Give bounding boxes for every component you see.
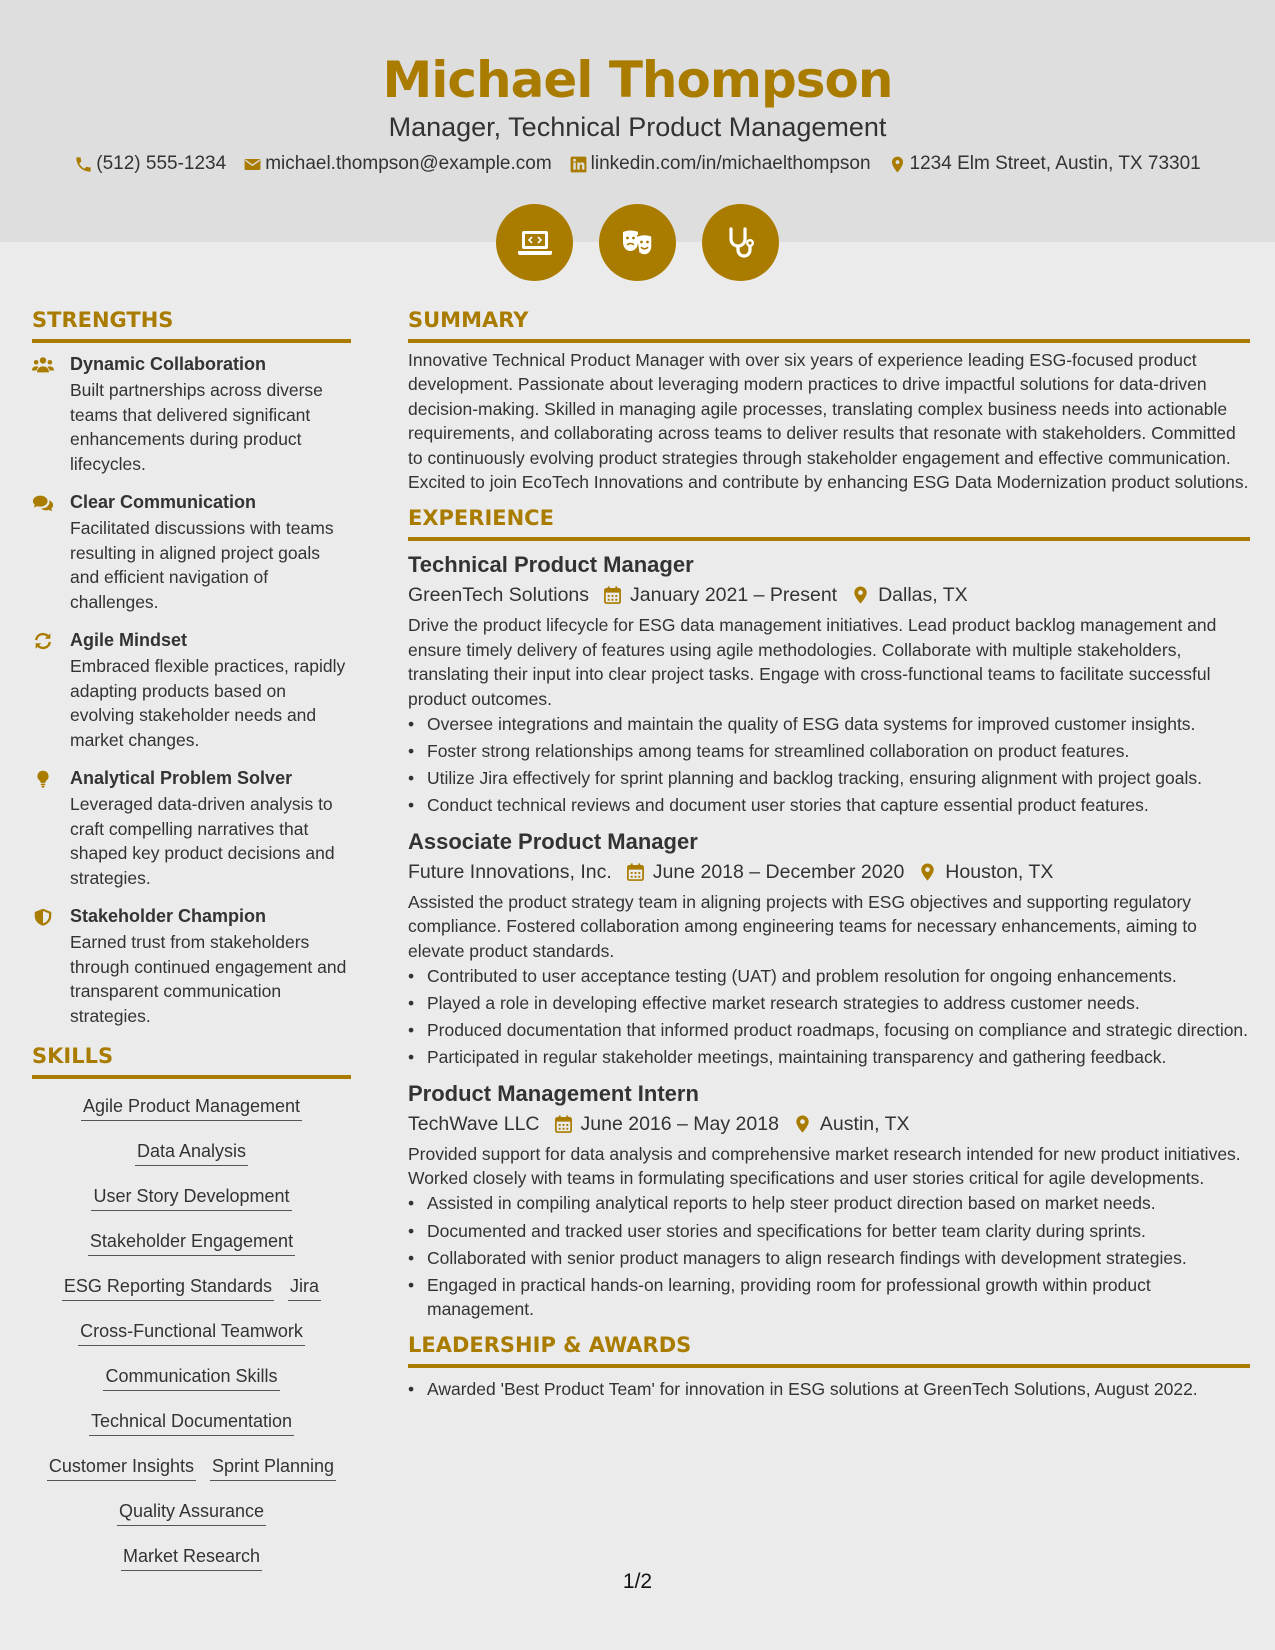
job-meta xyxy=(408,580,1250,610)
skill-tag: Data Analysis xyxy=(135,1139,248,1166)
job-bullet: • Contributed to user acceptance testing (UAT) and problem resolution for ongoing enhancements. xyxy=(408,964,1250,988)
skill-tag: Agile Product Management xyxy=(81,1094,302,1121)
laptop-code-icon xyxy=(515,223,555,263)
job-description: Drive the product lifecycle for ESG data management initiatives. Lead product backlog management and ensure timely delivery of features using agile methodologies. Collaborate with multiple stakeholders, translating their input into clear project tasks. Engage with cross-functional teams to facilitate successful product outcomes. xyxy=(408,615,1217,709)
calendar-icon xyxy=(554,1114,573,1134)
candidate-name: Michael Thompson xyxy=(382,51,893,109)
job-bullet: • Produced documentation that informed product roadmaps, focusing on compliance and strategic direction. xyxy=(408,1018,1250,1042)
skill-tag: Technical Documentation xyxy=(89,1409,294,1436)
strengths-heading: STRENGTHS xyxy=(32,306,351,343)
job-bullet: • Oversee integrations and maintain the quality of ESG data systems for improved customer insights. xyxy=(408,712,1250,736)
sync-icon xyxy=(32,631,54,651)
job-dates: June 2016 – May 2018 xyxy=(580,1112,779,1135)
leadership-bullets xyxy=(408,1377,1250,1401)
skill-tag: Communication Skills xyxy=(103,1364,279,1391)
job-bullet: • Participated in regular stakeholder meetings, maintaining transparency and gathering feedback. xyxy=(408,1045,1250,1069)
job-bullet: • Documented and tracked user stories and specifications for better team clarity during sprints. xyxy=(408,1219,1250,1243)
summary-heading: SUMMARY xyxy=(408,306,1250,343)
contact-phone xyxy=(74,151,226,177)
job-description: Provided support for data analysis and comprehensive market research intended for new product initiatives. Worked closely with teams in formulating specifications and user stories critical for agile developments. xyxy=(408,1143,1241,1189)
job-bullet: • Foster strong relationships among teams for streamlined collaboration on product features. xyxy=(408,739,1250,763)
job-title: Technical Product Manager xyxy=(408,552,694,578)
job-description: Assisted the product strategy team in aligning projects with ESG objectives and supporting regulatory compliance. Fostered collaboration among engineering teams for necessary enhancements, aiming to elevate product standards. xyxy=(408,891,1197,961)
strength-text: Embraced flexible practices, rapidly adapting products based on evolving stakeholder needs and market changes. xyxy=(70,656,346,750)
candidate-title: Manager, Technical Product Management xyxy=(388,112,887,142)
strength-text: Facilitated discussions with teams resulting in aligned project goals and efficient navigation of challenges. xyxy=(70,518,334,612)
lightbulb-icon xyxy=(32,769,54,789)
strength-item xyxy=(32,628,351,752)
job-bullet: • Engaged in practical hands-on learning, providing room for professional growth within product management. xyxy=(408,1273,1250,1322)
strength-title: Analytical Problem Solver xyxy=(70,768,293,788)
strength-title: Agile Mindset xyxy=(70,630,188,650)
skill-tag: Market Research xyxy=(121,1544,262,1571)
strength-text: Earned trust from stakeholders through continued engagement and transparent communication strategies. xyxy=(70,932,347,1026)
job-location: Houston, TX xyxy=(945,860,1054,883)
strength-text: Built partnerships across diverse teams that delivered significant enhancements during product lifecycles. xyxy=(70,380,323,474)
page-number: 1/2 xyxy=(622,1570,653,1593)
linkedin-icon xyxy=(569,155,588,174)
skill-tag: Jira xyxy=(288,1274,321,1301)
job-bullet: • Assisted in compiling analytical reports to help steer product direction based on market needs. xyxy=(408,1191,1250,1215)
job-meta xyxy=(408,1109,1250,1139)
job-location: Dallas, TX xyxy=(878,584,968,607)
calendar-icon xyxy=(603,585,622,605)
left-column xyxy=(32,306,351,1583)
strength-item xyxy=(32,490,351,614)
skill-tag: Customer Insights xyxy=(47,1454,196,1481)
phone-icon xyxy=(74,155,93,174)
contact-phone-text: (512) 555-1234 xyxy=(96,153,227,174)
contact-address-text: 1234 Elm Street, Austin, TX 73301 xyxy=(909,153,1201,174)
contact-linkedin[interactable] xyxy=(569,151,871,177)
map-pin-icon xyxy=(851,585,870,605)
strength-item xyxy=(32,904,351,1028)
calendar-icon xyxy=(626,862,645,882)
contact-email[interactable] xyxy=(243,151,551,177)
users-icon xyxy=(32,355,54,375)
strength-item xyxy=(32,352,351,476)
skills-list xyxy=(32,1088,351,1583)
job-dates: January 2021 – Present xyxy=(630,584,838,607)
summary-text: Innovative Technical Product Manager with over six years of experience leading ESG-focused product development. Passionate about leveraging modern practices to drive impactful solutions for data-driven decision-making. Skilled in managing agile processes, translating complex business needs into actionable requirements, and collaborating across teams to deliver results that resonate with stakeholders. Committed to continuously evolving product strategies through stakeholder engagement and effective communication. Excited to join EcoTech Innovations and contribute by enhancing ESG Data Modernization product solutions. xyxy=(408,350,1249,493)
badge-laptop xyxy=(496,204,573,281)
job-title: Product Management Intern xyxy=(408,1080,699,1106)
badge-masks xyxy=(599,204,676,281)
job-company: TechWave LLC xyxy=(408,1112,540,1135)
job-location: Austin, TX xyxy=(819,1112,910,1135)
icon-badges xyxy=(0,204,1275,281)
job-bullets xyxy=(408,712,1250,818)
job-entry xyxy=(408,827,1250,1070)
job-company: Future Innovations, Inc. xyxy=(408,860,612,883)
contact-email-text[interactable]: michael.thompson@example.com xyxy=(265,153,552,174)
job-bullet: • Conduct technical reviews and document user stories that capture essential product features. xyxy=(408,793,1250,817)
right-column xyxy=(408,306,1250,1404)
leadership-heading: LEADERSHIP & AWARDS xyxy=(408,1331,1250,1368)
strength-item xyxy=(32,766,351,890)
job-company: GreenTech Solutions xyxy=(408,584,590,607)
skill-tag: Quality Assurance xyxy=(117,1499,266,1526)
award-bullet: • Awarded 'Best Product Team' for innovation in ESG solutions at GreenTech Solutions, August 2022. xyxy=(408,1377,1250,1401)
map-pin-icon xyxy=(793,1114,812,1134)
job-bullets xyxy=(408,964,1250,1070)
job-entry xyxy=(408,550,1250,817)
experience-heading: EXPERIENCE xyxy=(408,504,1250,541)
strengths-list xyxy=(32,352,351,1028)
job-title: Associate Product Manager xyxy=(408,828,698,854)
strength-text: Leveraged data-driven analysis to craft compelling narratives that shaped key product decisions and strategies. xyxy=(70,794,335,888)
stethoscope-icon xyxy=(721,223,761,263)
strength-title: Stakeholder Champion xyxy=(70,906,267,926)
skills-heading: SKILLS xyxy=(32,1042,351,1079)
job-meta xyxy=(408,857,1250,887)
skill-tag: Stakeholder Engagement xyxy=(88,1229,295,1256)
job-entry xyxy=(408,1079,1250,1322)
strength-title: Clear Communication xyxy=(70,492,257,512)
map-pin-icon xyxy=(918,862,937,882)
skill-tag: User Story Development xyxy=(91,1184,291,1211)
map-pin-icon xyxy=(888,155,907,174)
contact-address xyxy=(888,151,1201,177)
badge-stethoscope xyxy=(702,204,779,281)
job-bullet: • Collaborated with senior product managers to align research findings with development strategies. xyxy=(408,1246,1250,1270)
contact-bar xyxy=(0,151,1275,177)
skill-tag: Sprint Planning xyxy=(210,1454,336,1481)
job-bullet: • Utilize Jira effectively for sprint planning and backlog tracking, ensuring alignment with project goals. xyxy=(408,766,1250,790)
job-bullets xyxy=(408,1191,1250,1321)
job-dates: June 2018 – December 2020 xyxy=(652,860,905,883)
comments-icon xyxy=(32,493,54,513)
envelope-icon xyxy=(243,155,262,174)
shield-icon xyxy=(32,907,54,927)
job-bullet: • Played a role in developing effective market research strategies to address customer needs. xyxy=(408,991,1250,1015)
skill-tag: Cross-Functional Teamwork xyxy=(78,1319,305,1346)
strength-title: Dynamic Collaboration xyxy=(70,354,267,374)
theater-masks-icon xyxy=(618,223,658,263)
contact-linkedin-text[interactable]: linkedin.com/in/michaelthompson xyxy=(590,153,871,174)
skill-tag: ESG Reporting Standards xyxy=(62,1274,274,1301)
